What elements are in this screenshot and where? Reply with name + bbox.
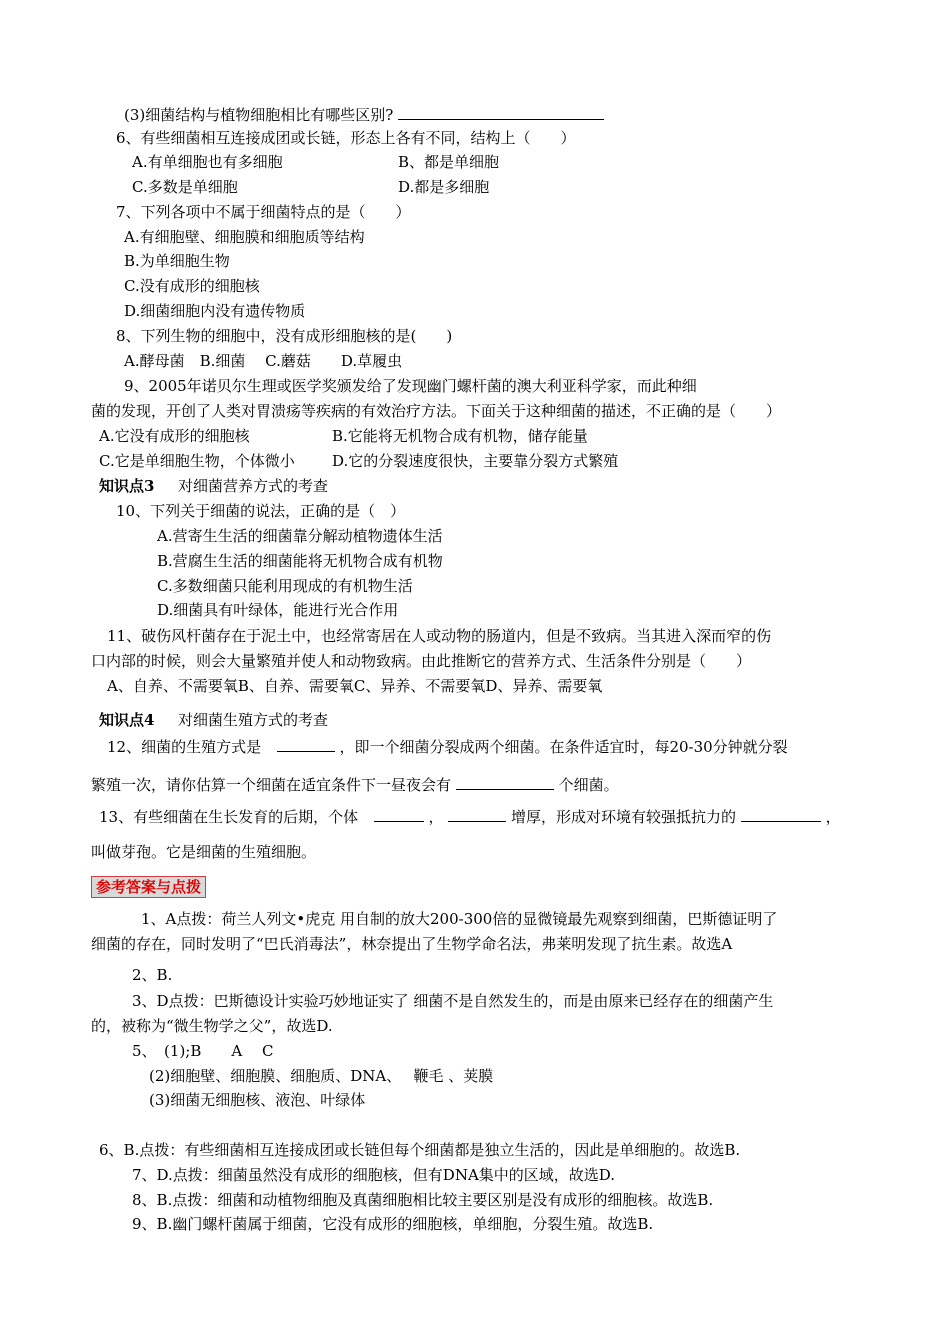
answer-7: 7、D.点拨：细菌虽然没有成形的细胞核，但有DNA集中的区域，故选D. (132, 1166, 616, 1184)
q9-stem-line2: 菌的发现，开创了人类对胃溃疡等疾病的有效治疗方法。下面关于这种细菌的描述，不正确的是（ ） (91, 402, 782, 420)
knowledge-point-title: 对细菌营养方式的考查 (178, 477, 329, 495)
q6-option-a: A.有单细胞也有多细胞 (132, 153, 283, 171)
q10-option-c: C.多数细菌只能利用现成的有机物生活 (157, 577, 413, 595)
answer-blank[interactable] (741, 805, 821, 822)
q13-text-4: ， (825, 808, 841, 826)
q7-option-c: C.没有成形的细胞核 (124, 277, 260, 295)
q5-part3-text: (3)细菌结构与植物细胞相比有哪些区别? (124, 106, 394, 124)
q13-line2: 叫做芽孢。它是细菌的生殖细胞。 (91, 843, 317, 861)
q11-stem-line2: 口内部的时候，则会大量繁殖并使人和动物致病。由此推断它的营养方式、生活条件分别是（ ） (91, 652, 752, 670)
q9-option-c: C.它是单细胞生物，个体微小 (99, 452, 295, 470)
q10-option-d: D.细菌具有叶绿体，能进行光合作用 (157, 601, 399, 619)
answer-blank[interactable] (456, 773, 554, 790)
knowledge-point-3 (99, 476, 328, 496)
q5-part3 (124, 103, 604, 125)
answer-5-line3: (3)细菌无细胞核、液泡、叶绿体 (149, 1091, 366, 1109)
answer-8: 8、B.点拨：细菌和动植物细胞及真菌细胞相比较主要区别是没有成形的细胞核。故选B. (132, 1191, 714, 1209)
answer-5-line1: 5、 (1);B A C (132, 1042, 274, 1060)
q9-stem-line1: 9、2005年诺贝尔生理或医学奖颁发给了发现幽门螺杆菌的澳大利亚科学家，而此种细 (124, 377, 697, 395)
q10-option-a: A.营寄生生活的细菌靠分解动植物遗体生活 (157, 527, 443, 545)
answer-blank[interactable] (448, 805, 506, 822)
q9-option-b: B.它能将无机物合成有机物，储存能量 (332, 427, 588, 445)
knowledge-point-4 (99, 710, 328, 730)
q6-option-b: B、都是单细胞 (398, 153, 500, 171)
q7-option-b: B.为单细胞生物 (124, 252, 230, 270)
q10-stem: 10、下列关于细菌的说法，正确的是（ ） (116, 502, 406, 520)
knowledge-point-title: 对细菌生殖方式的考查 (178, 711, 329, 729)
q9-option-a: A.它没有成形的细胞核 (99, 427, 250, 445)
answer-blank[interactable] (398, 103, 604, 120)
q12-text-4: 个细菌。 (558, 776, 619, 794)
answers-heading: 参考答案与点拨 (91, 876, 206, 898)
knowledge-point-label: 知识点3 (99, 477, 155, 495)
q13-line1 (99, 805, 841, 827)
q10-option-b: B.营腐生生活的细菌能将无机物合成有机物 (157, 552, 443, 570)
q11-options: A、自养、不需要氧B、自养、需要氧C、异养、不需要氧D、异养、需要氧 (107, 677, 603, 695)
q11-stem-line1: 11、破伤风杆菌存在于泥土中，也经常寄居在人或动物的肠道内，但是不致病。当其进入深而窄的伤 (107, 627, 772, 645)
q8-stem: 8、下列生物的细胞中，没有成形细胞核的是( ) (116, 327, 453, 345)
answer-blank[interactable] (277, 735, 335, 752)
q12-line2 (91, 773, 619, 795)
answer-1-line2: 细菌的存在，同时发明了“巴氏消毒法”，林奈提出了生物学命名法，弗莱明发现了抗生素。故选A (91, 935, 733, 953)
q7-option-a: A.有细胞壁、细胞膜和细胞质等结构 (124, 228, 365, 246)
q8-options: A.酵母菌 B.细菌 C.蘑菇 D.草履虫 (124, 352, 403, 370)
q7-stem: 7、下列各项中不属于细菌特点的是（ ） (116, 203, 411, 221)
q6-option-c: C.多数是单细胞 (132, 178, 238, 196)
q13-text-2: ， (428, 808, 444, 826)
q6-option-d: D.都是多细胞 (398, 178, 490, 196)
q12-text-1: 12、细菌的生殖方式是 (107, 738, 262, 756)
q6-stem: 6、有些细菌相互连接成团或长链，形态上各有不同，结构上（ ） (116, 129, 576, 147)
knowledge-point-label: 知识点4 (99, 711, 155, 729)
answer-3-line1: 3、D点拨：巴斯德设计实验巧妙地证实了 细菌不是自然发生的，而是由原来已经存在的细菌产生 (132, 992, 774, 1010)
answer-blank[interactable] (374, 805, 424, 822)
answer-1-line1: 1、A点拨：荷兰人列文•虎克 用自制的放大200-300倍的显微镜最先观察到细菌，巴斯德证明了 (141, 910, 778, 928)
answer-9: 9、B.幽门螺杆菌属于细菌，它没有成形的细胞核，单细胞，分裂生殖。故选B. (132, 1215, 654, 1233)
answer-2: 2、B. (132, 966, 173, 984)
answer-5-line2: (2)细胞壁、细胞膜、细胞质、DNA、 鞭毛 、荚膜 (149, 1067, 494, 1085)
q12-line1 (107, 735, 788, 757)
q9-option-d: D.它的分裂速度很快，主要靠分裂方式繁殖 (332, 452, 619, 470)
q7-option-d: D.细菌细胞内没有遗传物质 (124, 302, 306, 320)
q12-text-3: 繁殖一次，请你估算一个细菌在适宜条件下一昼夜会有 (91, 776, 452, 794)
q13-text-3: 增厚，形成对环境有较强抵抗力的 (511, 808, 737, 826)
answer-3-line2: 的，被称为“微生物学之父”，故选D. (91, 1017, 333, 1035)
q13-text-1: 13、有些细菌在生长发育的后期，个体 (99, 808, 359, 826)
q12-text-2: ，即一个细菌分裂成两个细菌。在条件适宜时，每20-30分钟就分裂 (339, 738, 788, 756)
answer-6: 6、B.点拨：有些细菌相互连接成团或长链但每个细菌都是独立生活的，因此是单细胞的。故选B. (99, 1141, 741, 1159)
